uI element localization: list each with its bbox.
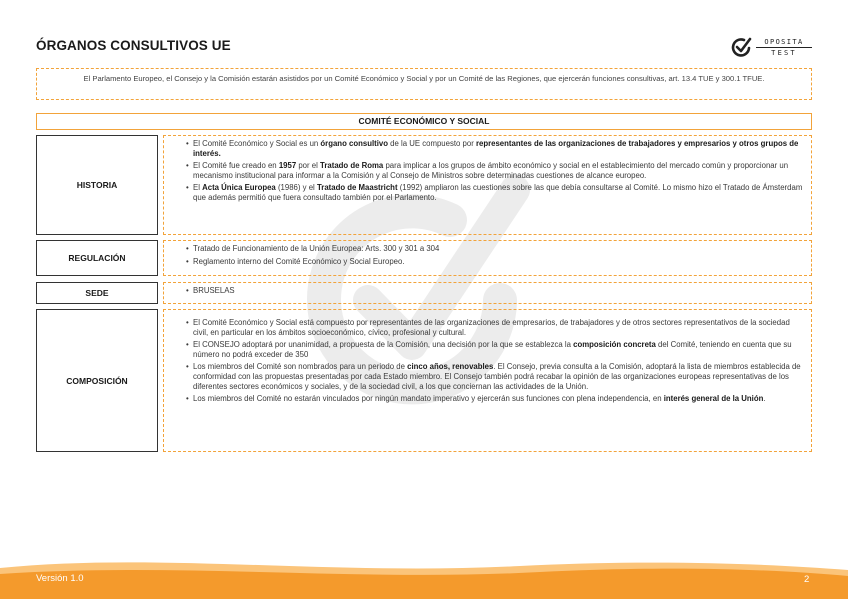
- bold-text: órgano consultivo: [320, 139, 388, 148]
- text: El CONSEJO adoptará por unanimidad, a propuesta de la Comisión, una decisión por la que se establezca la: [193, 340, 574, 350]
- row-content-composicion: [163, 309, 812, 452]
- bold-text: composición concreta: [573, 340, 656, 350]
- text: Tratado de Funcionamiento de la Unión Europea: Arts. 300 y 301 a 304: [193, 244, 440, 253]
- bullet-item: [188, 318, 803, 337]
- bullet-item: [188, 161, 803, 180]
- row-label-regulacion: REGULACIÓN: [36, 240, 158, 276]
- check-circle-icon: [730, 35, 754, 59]
- text: para implicar a los grupos de ámbito económico y social en el establecimiento del mercado común y proporcionar un mecanismo institucional para informar a la Comisión y al Consejo de Ministros sobre determinadas cuestiones de alcance europeo.: [193, 161, 789, 180]
- footer-version: Versión 1.0: [36, 573, 84, 584]
- text: BRUSELAS: [193, 286, 235, 295]
- text: (1986) y el: [275, 183, 317, 193]
- bold-text: Tratado de Roma: [320, 161, 384, 171]
- bold-text: Acta Única Europea: [202, 183, 276, 193]
- logo-line-test: TEST: [771, 49, 797, 57]
- text: Reglamento interno del Comité Económico y Social Europeo.: [193, 256, 405, 266]
- text: El Comité Económico y Social es un: [193, 139, 321, 148]
- text: .: [763, 394, 766, 404]
- text: de la UE compuesto por: [387, 139, 476, 148]
- text: Los miembros del Comité no estarán vinculados por ningún mandato imperativo y ejercerán sus funciones con plena independencia, en: [193, 394, 664, 404]
- bold-text: interés general de la Unión: [663, 394, 764, 404]
- intro-box: El Parlamento Europeo, el Consejo y la Comisión estarán asistidos por un Comité Económico y Social y por un Comité de las Regiones, que ejercerán funciones consultivas, art. 13.4 TUE y 300.1 TFUE.: [36, 68, 812, 100]
- bullet-item: [188, 286, 803, 296]
- text: . El Consejo, previa consulta a la Comisión, adoptará la lista de miembros establecida de conformidad con las propuestas presentadas por cada Estado miembro. El Consejo también podrá recabar la opinión de las organizaciones europeas representativas de los diferentes sectores económicos y sociales, y de la sociedad civil, a los que conciernan las actividades de la Unión.: [193, 362, 801, 391]
- row-label-historia: HISTORIA: [36, 135, 158, 235]
- page-title: ÓRGANOS CONSULTIVOS UE: [36, 38, 231, 53]
- page-number: 2: [804, 574, 810, 585]
- oposita-test-logo: [730, 35, 814, 59]
- bold-text: representantes de las organizaciones de trabajadores y empresarios y otros grupos de interés.: [193, 139, 799, 158]
- text: El Comité fue creado en: [193, 161, 279, 171]
- bold-text: Tratado de Maastricht: [316, 183, 398, 193]
- row-content-sede: [163, 282, 812, 304]
- row-label-composicion: COMPOSICIÓN: [36, 309, 158, 452]
- text: del Comité, teniendo en cuenta que su número no podrá exceder de 350: [193, 340, 792, 359]
- bullet-item: [188, 244, 803, 254]
- section-title: COMITÉ ECONÓMICO Y SOCIAL: [36, 113, 812, 130]
- text: (1992) ampliaron las cuestiones sobre las que debía consultarse al Comité. Lo mismo hizo el Tratado de Ámsterdam que además permitió que fuera consultado también por el Parlamento.: [193, 183, 803, 202]
- bold-text: 1957: [278, 161, 297, 171]
- bullet-item: [188, 340, 803, 359]
- bullet-item: [188, 362, 803, 391]
- bullet-item: [188, 139, 803, 158]
- row-label-sede: SEDE: [36, 282, 158, 304]
- bullet-item: [188, 394, 803, 404]
- text: El: [193, 183, 203, 193]
- row-content-historia: [163, 135, 812, 235]
- text: Los miembros del Comité son nombrados para un periodo de: [193, 362, 408, 372]
- bullet-item: [188, 183, 803, 202]
- bullet-item: [188, 257, 803, 267]
- row-content-regulacion: [163, 240, 812, 276]
- text: El Comité Económico y Social está compuesto por representantes de las organizaciones de empresarios, de trabajadores y de otros sectores representativos de la sociedad civil, en particular en los ámbitos socioeconómico, cívico, profesional y cultural.: [193, 318, 790, 337]
- text: por el: [296, 161, 321, 171]
- bold-text: cinco años, renovables: [407, 362, 494, 372]
- logo-line-oposita: OPOSITA: [756, 37, 812, 48]
- footer-wave: [0, 556, 848, 599]
- logo-text: [756, 37, 812, 58]
